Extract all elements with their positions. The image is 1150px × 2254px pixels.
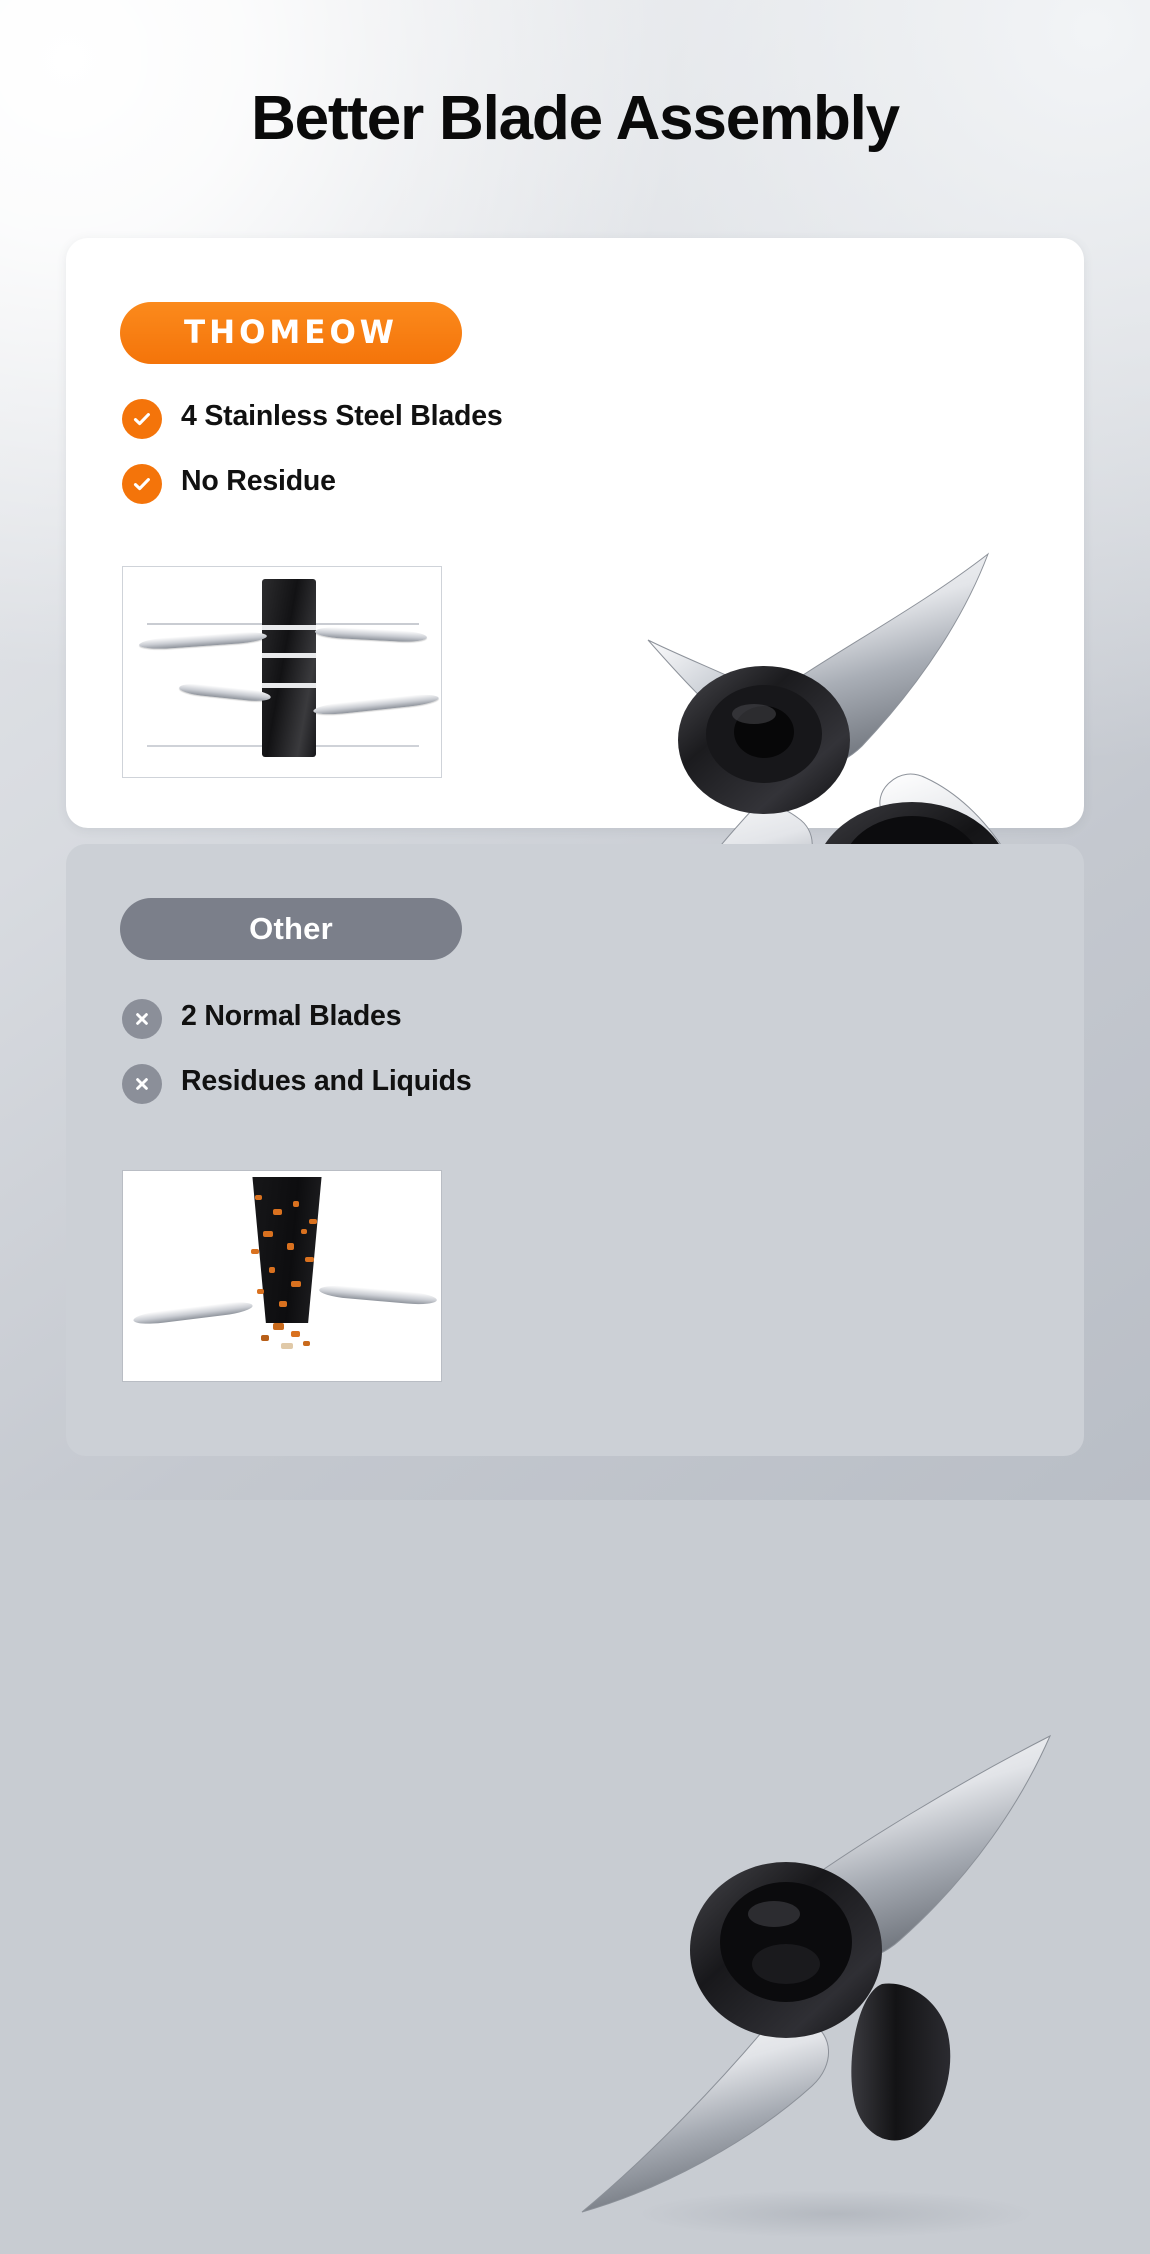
brand-comparison-panel xyxy=(66,238,1084,828)
other-thumbnail-image xyxy=(122,1170,442,1382)
list-item xyxy=(122,461,542,504)
list-item-label: No Residue xyxy=(181,465,336,497)
list-item xyxy=(122,1061,542,1104)
list-item-label: 4 Stainless Steel Blades xyxy=(181,400,503,432)
list-item xyxy=(122,396,542,439)
other-name-label: Other xyxy=(249,911,333,946)
brand-badge xyxy=(120,302,462,364)
other-badge xyxy=(120,898,462,960)
cross-icon xyxy=(122,1064,162,1104)
check-icon xyxy=(122,399,162,439)
list-item-label: 2 Normal Blades xyxy=(181,1000,402,1032)
other-comparison-panel xyxy=(66,844,1084,1456)
other-blade-illustration xyxy=(536,1714,1096,2254)
brand-thumbnail-image xyxy=(122,566,442,778)
page-title: Better Blade Assembly xyxy=(251,84,899,153)
check-icon xyxy=(122,464,162,504)
list-item xyxy=(122,996,542,1039)
cross-icon xyxy=(122,999,162,1039)
other-feature-list xyxy=(122,996,542,1126)
brand-name-label: THOMEOW xyxy=(183,314,398,352)
brand-feature-list xyxy=(122,396,542,526)
list-item-label: Residues and Liquids xyxy=(181,1065,472,1097)
